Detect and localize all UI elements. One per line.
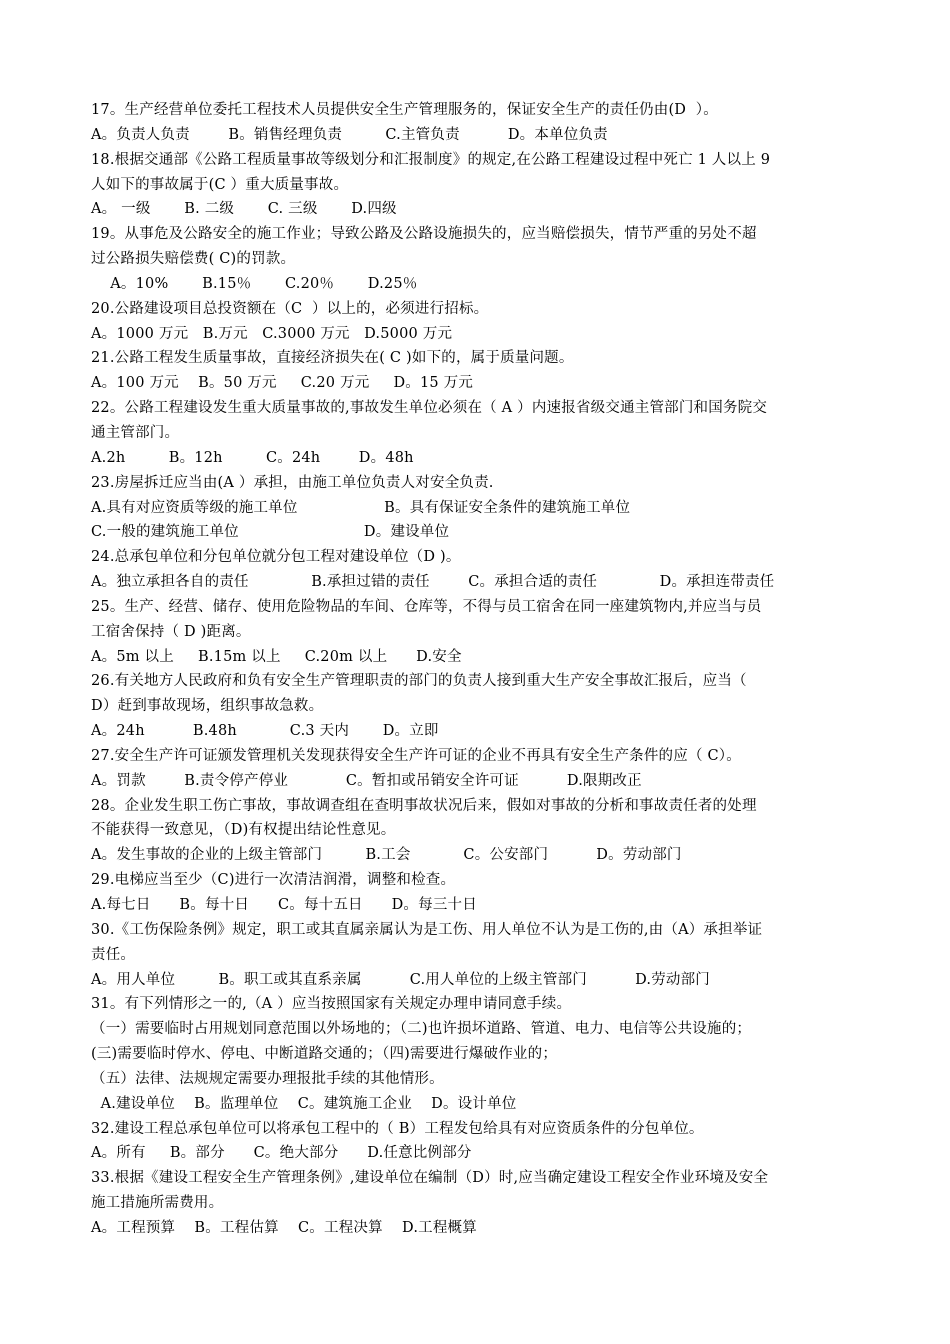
text-line: A。1000 万元 B.万元 C.3000 万元 D.5000 万元: [91, 325, 453, 342]
text-line: 28。企业发生职工伤亡事故，事故调查组在查明事故状况后来，假如对事故的分析和事故责任者的处理: [91, 797, 757, 814]
text-line: 通主管部门。: [91, 424, 180, 441]
text-line: A.具有对应资质等级的施工单位 B。具有保证安全条件的建筑施工单位: [91, 499, 631, 516]
text-line: （一）需要临时占用规划同意范围以外场地的；（二)也许损坏道路、管道、电力、电信等公共设施的；: [91, 1021, 752, 1038]
text-line: 人如下的事故属于(C ）重大质量事故。: [91, 176, 349, 193]
text-line: 26.有关地方人民政府和负有安全生产管理职责的部门的负责人接到重大生产安全事故汇报后，应当（: [91, 673, 747, 690]
text-line: 23.房屋拆迁应当由(A ）承担，由施工单位负责人对安全负责.: [91, 474, 494, 491]
text-line: D）赶到事故现场，组织事故急救。: [91, 698, 324, 715]
text-line: A.2h B。12h C。24h D。48h: [91, 449, 414, 466]
text-line: A。10% B.15％ C.20％ D.25％: [91, 275, 418, 292]
text-line: A。 一级 B. 二级 C. 三级 D.四级: [91, 201, 397, 218]
text-line: A。罚款 B.责令停产停业 C。暂扣或吊销安全许可证 D.限期改正: [91, 772, 642, 789]
text-line: 过公路损失赔偿费( C)的罚款。: [91, 251, 296, 268]
text-line: 21.公路工程发生质量事故，直接经济损失在( C )如下的，属于质量问题。: [91, 350, 574, 367]
text-line: 不能获得一致意见，（D)有权提出结论性意见。: [91, 822, 396, 839]
text-line: A。工程预算 B。工程估算 C。工程决算 D.工程概算: [91, 1219, 477, 1236]
text-line: A。发生事故的企业的上级主管部门 B.工会 C。公安部门 D。劳动部门: [91, 847, 682, 864]
text-line: C.一般的建筑施工单位 D。建设单位: [91, 524, 450, 541]
text-line: A。5m 以上 B.15m 以上 C.20m 以上 D.安全: [91, 648, 462, 665]
text-line: 25。生产、经营、储存、使用危险物品的车间、仓库等，不得与员工宿舍在同一座建筑物内,并应当与员: [91, 598, 762, 615]
text-line: A。所有 B。部分 C。绝大部分 D.任意比例部分: [91, 1145, 472, 1162]
text-line: A.每七日 B。每十日 C。每十五日 D。每三十日: [91, 897, 477, 913]
text-line: A。100 万元 B。50 万元 C.20 万元 D。15 万元: [91, 375, 474, 392]
text-line: 19。从事危及公路安全的施工作业；导致公路及公路设施损失的，应当赔偿损失，情节严重的另处不超: [91, 226, 757, 243]
text-line: 20.公路建设项目总投资额在（C ）以上的，必须进行招标。: [91, 300, 489, 317]
text-line: 17。生产经营单位委托工程技术人员提供安全生产管理服务的，保证安全生产的责任仍由(D ）。: [91, 102, 718, 118]
text-line: 32.建设工程总承包单位可以将承包工程中的（ B）工程发包给具有对应资质条件的分包单位。: [91, 1120, 704, 1137]
text-line: 30.《工伤保险条例》规定，职工或其直属亲属认为是工伤、用人单位不认为是工伤的,由（A）承担举证: [91, 921, 763, 938]
text-line: A.建设单位 B。监理单位 C。建筑施工企业 D。设计单位: [91, 1095, 517, 1112]
text-line: 24.总承包单位和分包单位就分包工程对建设单位（D )。: [91, 549, 461, 566]
text-line: (三)需要临时停水、停电、中断道路交通的；（四)需要进行爆破作业的；: [91, 1046, 558, 1063]
text-line: 责任。: [91, 946, 136, 963]
text-line: 工宿舍保持（ D )距离。: [91, 623, 251, 640]
text-line: （五）法律、法规规定需要办理报批手续的其他情形。: [91, 1070, 444, 1087]
text-line: 27.安全生产许可证颁发管理机关发现获得安全生产许可证的企业不再具有安全生产条件的应（ C）。: [91, 747, 741, 764]
text-line: A。用人单位 B。职工或其直系亲属 C.用人单位的上级主管部门 D.劳动部门: [91, 971, 710, 988]
text-line: 22。公路工程建设发生重大质量事故的,事故发生单位必须在（ A ）内速报省级交通主管部门和国务院交: [91, 400, 768, 417]
text-line: A。负责人负责 B。销售经理负责 C.主管负责 D。本单位负责: [91, 126, 608, 143]
text-line: 29.电梯应当至少（C)进行一次清洁润滑，调整和检查。: [91, 872, 456, 889]
text-line: 18.根据交通部《公路工程质量事故等级划分和汇报制度》的规定,在公路工程建设过程中死亡 1 人以上 9: [91, 151, 771, 168]
text-line: 31。有下列情形之一的,（A ）应当按照国家有关规定办理申请同意手续。: [91, 996, 572, 1013]
text-line: A。独立承担各自的责任 B.承担过错的责任 C。承担合适的责任 D。承担连带责任: [91, 574, 775, 591]
text-line: A。24h B.48h C.3 天内 D。立即: [91, 723, 439, 740]
text-line: 施工措施所需费用。: [91, 1195, 224, 1212]
document-page: [91, 98, 861, 1241]
text-line: 33.根据《建设工程安全生产管理条例》,建设单位在编制（D）时,应当确定建设工程安全作业环境及安全: [91, 1170, 769, 1187]
